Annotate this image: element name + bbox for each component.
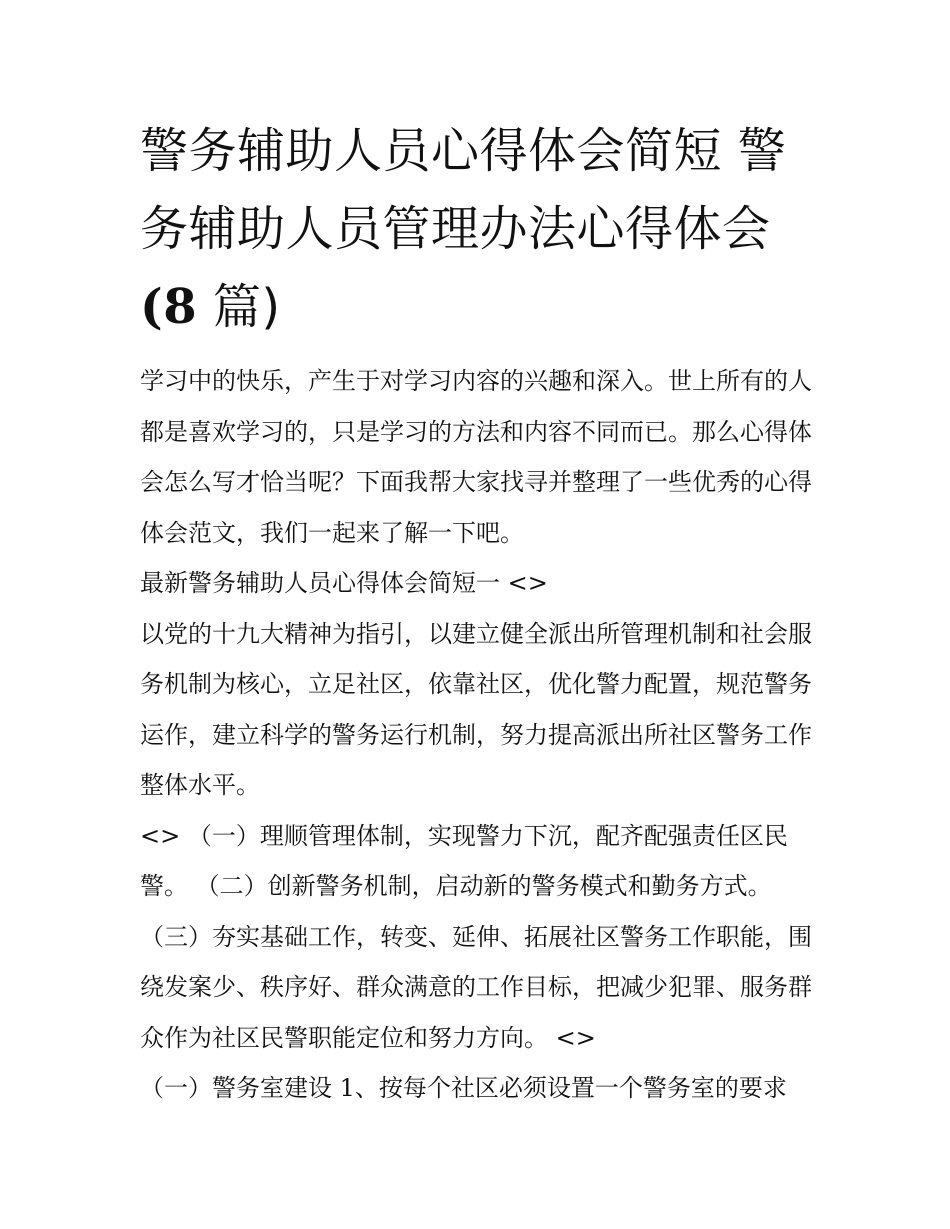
title-suffix-number: 8 bbox=[163, 279, 198, 335]
paragraph-heading-one: 最新警务辅助人员心得体会简短一 <> bbox=[140, 569, 548, 597]
title-suffix-open: ( bbox=[140, 279, 164, 335]
paragraph-measures: <> （一）理顺管理体制，实现警力下沉，配齐配强责任区民警。 （二）创新警务机制，启动新的警务模式和勤务方式。 （三）夯实基础工作，转变、延伸、拓展社区警务工作职能，围绕发案少、秩序好、群众满意的工作目标，把减少犯罪、服务群众作为社区民警职能定位和努力方向。 <> bbox=[140, 821, 812, 1052]
document-title bbox=[140, 112, 812, 346]
document-content bbox=[140, 112, 812, 1114]
paragraph-intro: 学习中的快乐，产生于对学习内容的兴趣和深入。世上所有的人都是喜欢学习的，只是学习的方法和内容不同而已。那么心得体会怎么写才恰当呢？下面我帮大家找寻并整理了一些优秀的心得体会范文，我们一起来了解一下吧。 bbox=[140, 367, 812, 547]
title-suffix-text: 篇) bbox=[197, 279, 281, 335]
paragraph-guideline: 以党的十九大精神为指引，以建立健全派出所管理机制和社会服务机制为核心，立足社区，依靠社区，优化警力配置，规范警务运作，建立科学的警务运行机制，努力提高派出所社区警务工作整体水平。 bbox=[140, 619, 812, 799]
paragraph-police-room: （一）警务室建设 1、按每个社区必须设置一个警务室的要求 bbox=[140, 1074, 787, 1102]
title-main: 警务辅助人员心得体会简短 警务辅助人员管理办法心得体会 bbox=[140, 123, 787, 257]
